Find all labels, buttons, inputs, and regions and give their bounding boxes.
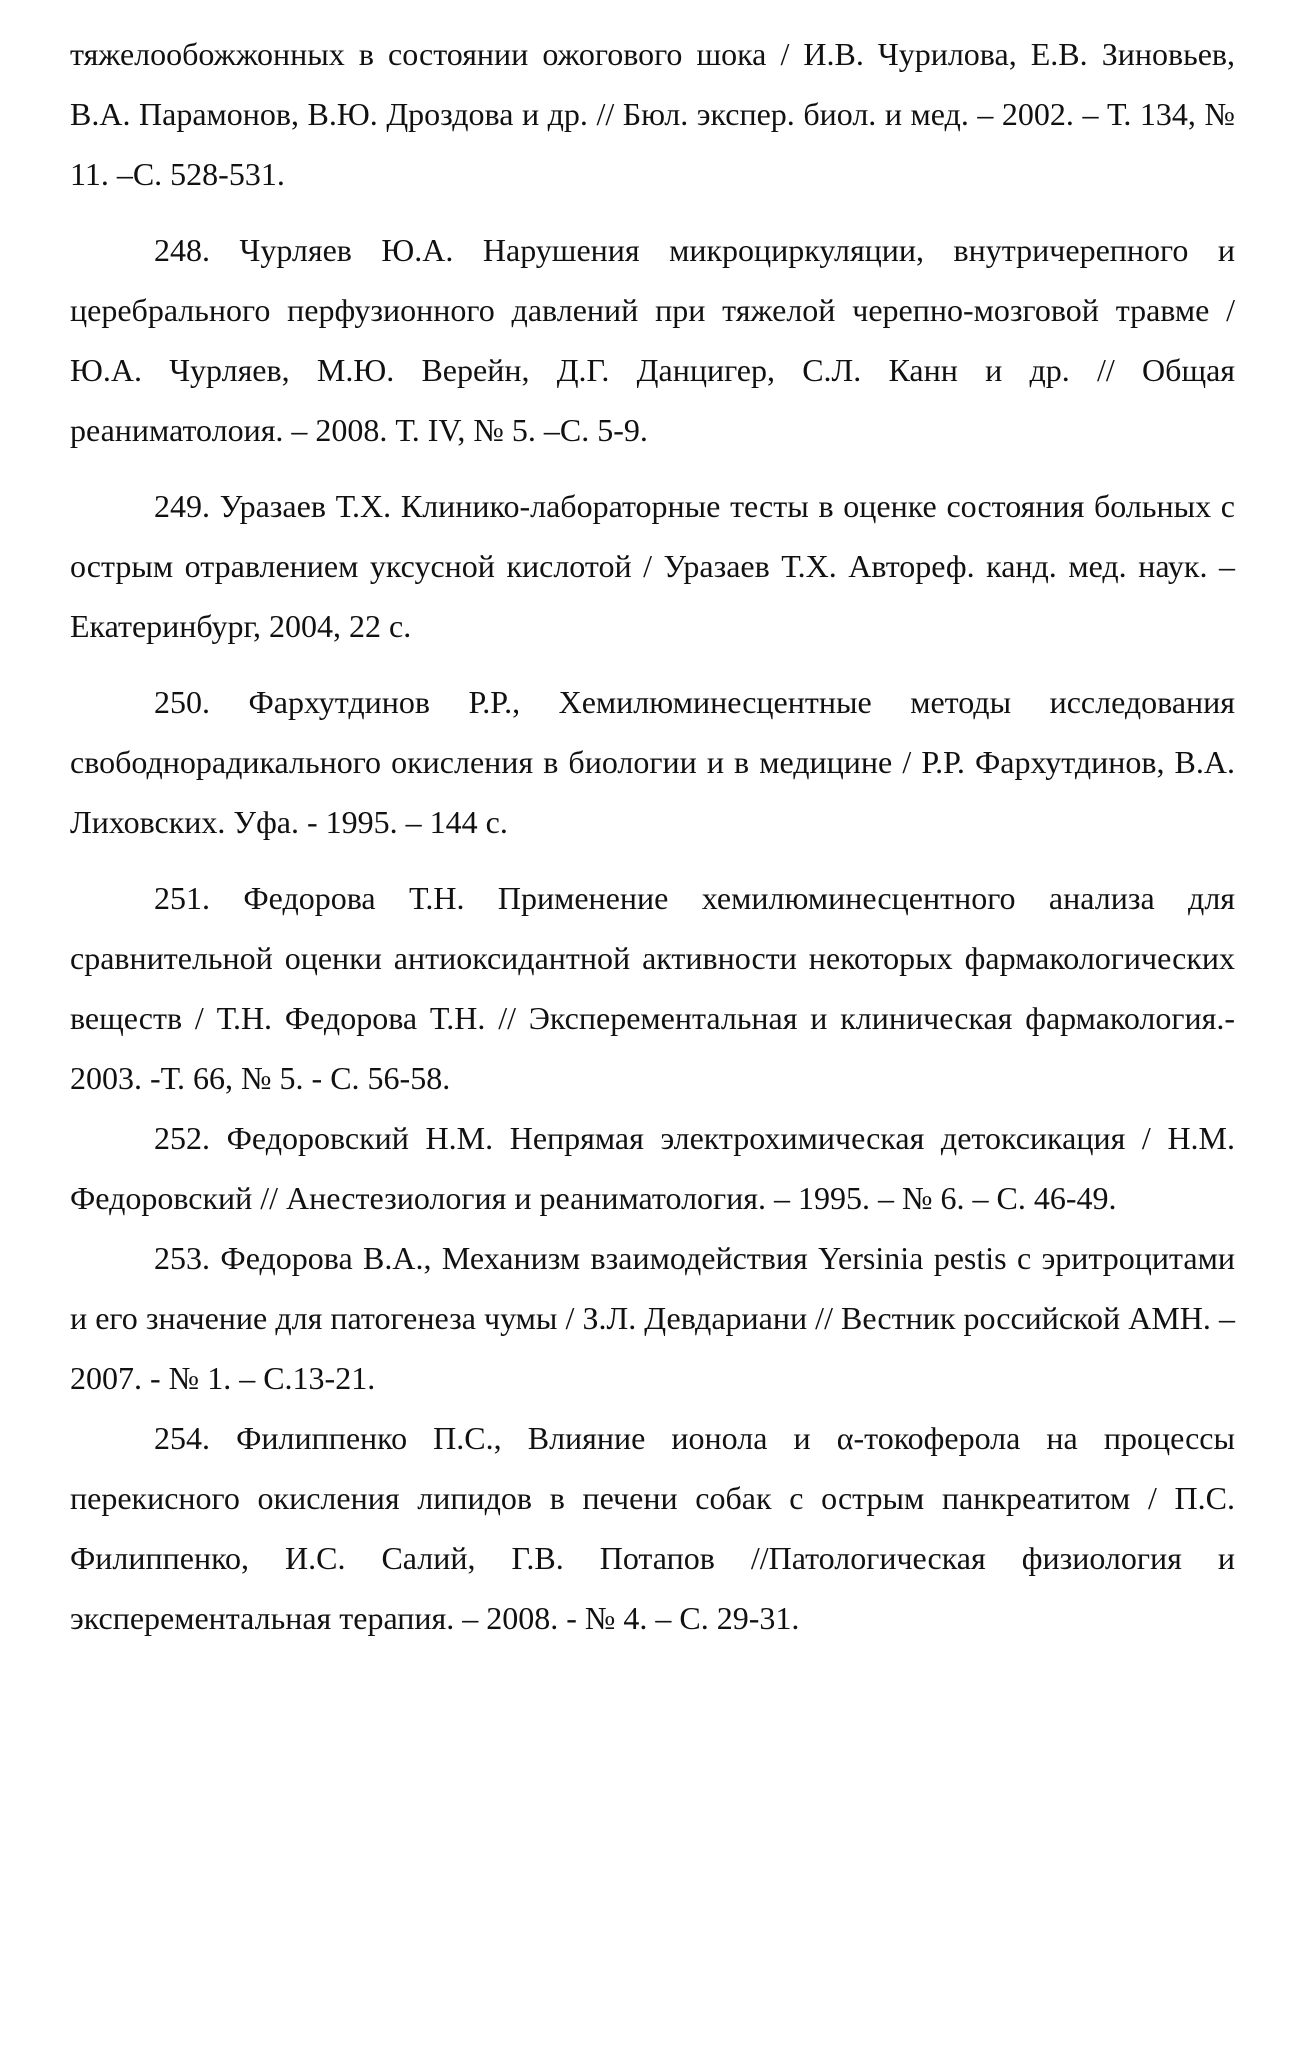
reference-entry-254 [70,1408,1235,1648]
reference-entry-253 [70,1228,1235,1408]
reference-text: Федоровский Н.М. Непрямая электрохимическая детоксикация / Н.М. Федоровский // Анестезиология и реаниматология. – 1995. – № 6. – С. 46-49. [70,1120,1236,1216]
reference-entry-continued [70,24,1235,204]
reference-entry-252 [70,1108,1235,1228]
reference-number: 253. [154,1240,210,1276]
reference-text: Фархутдинов Р.Р., Хемилюминесцентные методы исследования свободнорадикального окисления в биологии и в медицине / Р.Р. Фархутдинов, В.А. Лиховских. Уфа. - 1995. – 144 с. [70,684,1236,840]
reference-entry-249 [70,476,1235,656]
reference-number: 254. [154,1420,210,1456]
reference-text: Федорова Т.Н. Применение хемилюминесцентного анализа для сравнительной оценки антиоксидантной активности некоторых фармакологических веществ / Т.Н. Федорова Т.Н. // Эксперементальная и клиническая фармакология.- 2003. -Т. 66, № 5. - С. 56-58. [70,880,1236,1096]
reference-entry-251 [70,868,1235,1108]
reference-number: 248. [154,232,210,268]
reference-list [70,24,1235,1648]
reference-text: тяжелообожжонных в состоянии ожогового шока / И.В. Чурилова, Е.В. Зиновьев, В.А. Парамонов, В.Ю. Дроздова и др. // Бюл. экспер. биол. и мед. – 2002. – Т. 134, № 11. –С. 528-531. [70,36,1235,192]
reference-number: 249. [154,488,210,524]
reference-number: 252. [154,1120,210,1156]
reference-number: 250. [154,684,210,720]
reference-text: Чурляев Ю.А. Нарушения микроциркуляции, внутричерепного и церебрального перфузионного давлений при тяжелой черепно-мозговой травме / Ю.А. Чурляев, М.Ю. Верейн, Д.Г. Данцигер, С.Л. Канн и др. // Общая реаниматолоия. – 2008. Т. IV, № 5. –С. 5-9. [70,232,1236,448]
reference-number: 251. [154,880,210,916]
reference-entry-248 [70,220,1235,460]
reference-text: Федорова В.А., Механизм взаимодействия Yersinia pestis с эритроцитами и его значение для патогенеза чумы / З.Л. Девдариани // Вестник российской АМН. – 2007. - № 1. – С.13-21. [70,1240,1236,1396]
reference-text: Уразаев Т.Х. Клинико-лабораторные тесты в оценке состояния больных с острым отравлением уксусной кислотой / Уразаев Т.Х. Автореф. канд. мед. наук. – Екатеринбург, 2004, 22 с. [70,488,1236,644]
reference-text: Филиппенко П.С., Влияние ионола и α-токоферола на процессы перекисного окисления липидов в печени собак с острым панкреатитом / П.С. Филиппенко, И.С. Салий, Г.В. Потапов //Патологическая физиология и эксперементальная терапия. – 2008. - № 4. – С. 29-31. [70,1420,1236,1636]
reference-entry-250 [70,672,1235,852]
